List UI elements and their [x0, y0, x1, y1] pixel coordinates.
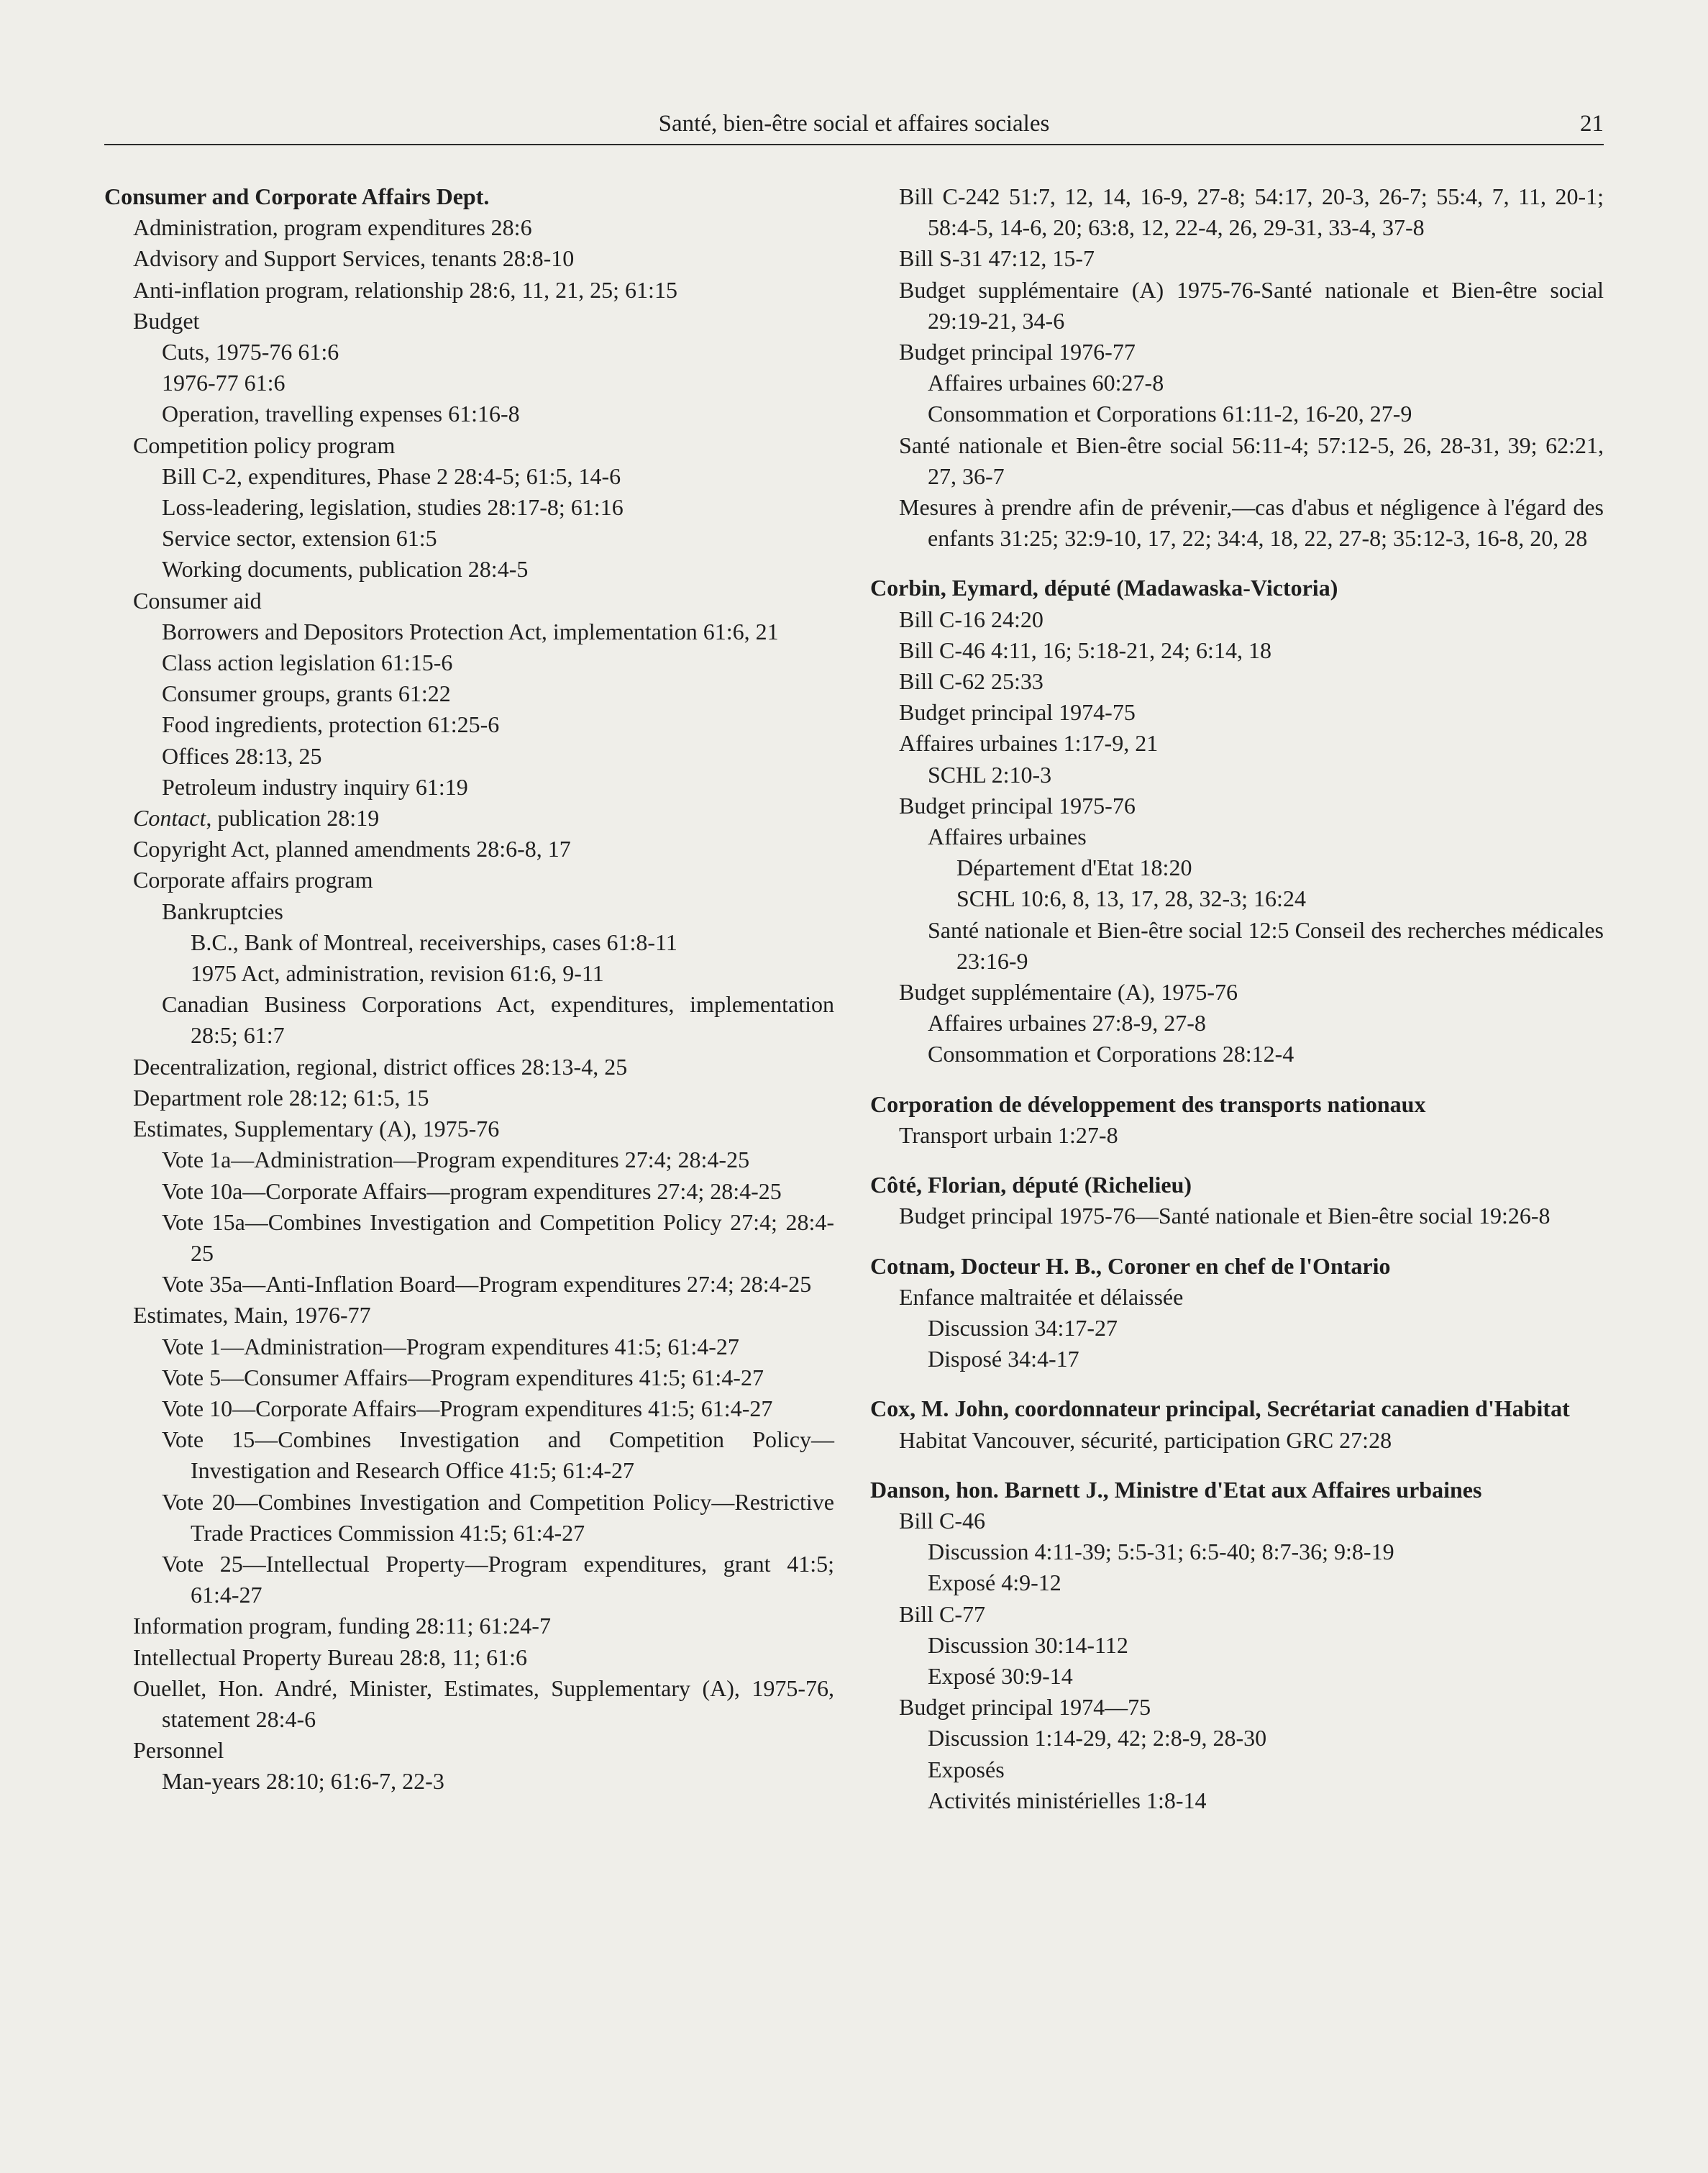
right-index-column — [870, 181, 1604, 1816]
index-subentry: Man-years 28:10; 61:6-7, 22-3 — [162, 1768, 444, 1795]
index-entry: Budget — [133, 307, 200, 334]
index-subentry: Exposé 4:9-12 — [928, 1570, 1061, 1596]
index-subentry: Activités ministérielles 1:8-14 — [928, 1787, 1207, 1813]
index-subentry: Exposés — [928, 1756, 1005, 1782]
index-subentry: Vote 10a—Corporate Affairs—program expenditures 27:4; 28:4-25 — [162, 1177, 782, 1204]
index-entry: Budget principal 1974—75 — [899, 1694, 1151, 1721]
index-entry: Budget principal 1975-76—Santé nationale et Bien-être social 19:26-8 — [899, 1203, 1551, 1229]
left-index-column — [104, 181, 834, 1798]
index-subentry: Working documents, publication 28:4-5 — [162, 556, 529, 583]
index-entry: Estimates, Supplementary (A), 1975-76 — [133, 1116, 500, 1142]
index-entry: Habitat Vancouver, sécurité, participation GRC 27:28 — [899, 1426, 1392, 1453]
index-entry: Budget supplémentaire (A), 1975-76 — [899, 979, 1238, 1006]
index-entry: Budget principal 1976-77 — [899, 339, 1136, 365]
index-heading: Corporation de développement des transports nationaux — [870, 1090, 1426, 1117]
index-subentry: Affaires urbaines 60:27-8 — [928, 370, 1164, 396]
index-subentry: Discussion 1:14-29, 42; 2:8-9, 28-30 — [928, 1725, 1267, 1751]
index-entry: Copyright Act, planned amendments 28:6-8, 17 — [133, 836, 571, 862]
page-number: 21 — [1580, 111, 1604, 137]
index-entry: Decentralization, regional, district offices 28:13-4, 25 — [133, 1053, 628, 1080]
index-entry: Estimates, Main, 1976-77 — [133, 1302, 371, 1329]
index-subentry: 1976-77 61:6 — [162, 370, 286, 396]
index-subentry: Cuts, 1975-76 61:6 — [162, 339, 339, 365]
index-entry: Budget supplémentaire (A) 1975-76-Santé nationale et Bien-être social 29:19-21, 34-6 — [899, 276, 1604, 334]
index-subentry: B.C., Bank of Montreal, receiverships, cases 61:8-11 — [191, 929, 677, 955]
index-entry: Personnel — [133, 1737, 224, 1764]
index-subentry: Vote 5—Consumer Affairs—Program expenditures 41:5; 61:4-27 — [162, 1364, 764, 1390]
running-title: Santé, bien-être social et affaires sociales — [658, 111, 1050, 137]
index-subentry: Petroleum industry inquiry 61:19 — [162, 773, 468, 800]
index-subentry: Affaires urbaines — [928, 824, 1087, 850]
index-subentry: Operation, travelling expenses 61:16-8 — [162, 401, 520, 427]
index-subentry: Disposé 34:4-17 — [928, 1346, 1079, 1372]
index-entry: Santé nationale et Bien-être social 56:11-4; 57:12-5, 26, 28-31, 39; 62:21, 27, 36-7 — [899, 432, 1604, 489]
page-header — [104, 106, 1604, 145]
index-subentry: Consommation et Corporations 28:12-4 — [928, 1041, 1294, 1067]
italic-title: Contact — [133, 805, 206, 832]
index-subentry: Class action legislation 61:15-6 — [162, 650, 453, 676]
index-entry: Anti-inflation program, relationship 28:6, 11, 21, 25; 61:15 — [133, 276, 677, 303]
index-entry: Competition policy program — [133, 432, 396, 458]
index-entry: Bill C-46 — [899, 1507, 986, 1534]
index-entry: Ouellet, Hon. André, Minister, Estimates, Supplementary (A), 1975-76, statement 28:4-6 — [133, 1675, 834, 1732]
index-subentry: Loss-leadering, legislation, studies 28:17-8; 61:16 — [162, 494, 624, 521]
index-entry: Corporate affairs program — [133, 867, 373, 893]
index-entry: Bill C-16 24:20 — [899, 606, 1043, 632]
index-entry: Bill C-62 25:33 — [899, 668, 1043, 695]
index-subentry: Vote 15—Combines Investigation and Competition Policy—Investigation and Research Office 41:5; 61:4-27 — [162, 1426, 834, 1484]
index-entry: Advisory and Support Services, tenants 28:8-10 — [133, 245, 575, 272]
index-subentry: 1975 Act, administration, revision 61:6, 9-11 — [191, 960, 604, 987]
index-subentry: Borrowers and Depositors Protection Act, implementation 61:6, 21 — [162, 618, 779, 644]
index-heading: Cox, M. John, coordonnateur principal, Secrétariat canadien d'Habitat — [870, 1395, 1570, 1422]
index-entry: Consumer aid — [133, 587, 262, 614]
index-subentry: Discussion 34:17-27 — [928, 1314, 1118, 1341]
index-entry-text: , publication 28:19 — [206, 805, 380, 832]
index-subentry: Vote 20—Combines Investigation and Competition Policy—Restrictive Trade Practices Commission 41:5; 61:4-27 — [162, 1488, 834, 1546]
index-subentry: Affaires urbaines 27:8-9, 27-8 — [928, 1010, 1206, 1037]
index-subentry: Discussion 30:14-112 — [928, 1631, 1128, 1658]
index-heading: Corbin, Eymard, député (Madawaska-Victoria) — [870, 575, 1338, 601]
index-entry: Information program, funding 28:11; 61:24-7 — [133, 1613, 551, 1639]
index-subentry: Santé nationale et Bien-être social 12:5 Conseil des recherches médicales 23:16-9 — [928, 916, 1604, 974]
index-heading: Cotnam, Docteur H. B., Coroner en chef de l'Ontario — [870, 1252, 1391, 1279]
index-heading: Danson, hon. Barnett J., Ministre d'Etat aux Affaires urbaines — [870, 1476, 1482, 1503]
index-subentry: Bill C-2, expenditures, Phase 2 28:4-5; 61:5, 14-6 — [162, 463, 621, 489]
index-entry: Transport urbain 1:27-8 — [899, 1121, 1118, 1148]
index-entry — [104, 803, 834, 834]
index-entry: Budget principal 1974-75 — [899, 699, 1136, 726]
index-subentry: Bankruptcies — [162, 898, 283, 924]
index-heading: Consumer and Corporate Affairs Dept. — [104, 183, 490, 209]
index-subentry: Vote 1—Administration—Program expenditures 41:5; 61:4-27 — [162, 1333, 739, 1359]
index-subentry: Food ingredients, protection 61:25-6 — [162, 711, 500, 738]
index-subentry: Vote 35a—Anti-Inflation Board—Program expenditures 27:4; 28:4-25 — [162, 1271, 812, 1298]
index-entry: Department role 28:12; 61:5, 15 — [133, 1084, 429, 1111]
index-subentry: Service sector, extension 61:5 — [162, 525, 437, 552]
index-subentry: SCHL 2:10-3 — [928, 761, 1052, 788]
index-subentry: Discussion 4:11-39; 5:5-31; 6:5-40; 8:7-36; 9:8-19 — [928, 1539, 1394, 1565]
index-entry: Intellectual Property Bureau 28:8, 11; 61:6 — [133, 1644, 528, 1670]
index-subentry: Offices 28:13, 25 — [162, 742, 322, 769]
index-subentry: Vote 1a—Administration—Program expenditures 27:4; 28:4-25 — [162, 1147, 750, 1173]
index-entry: Bill S-31 47:12, 15-7 — [899, 245, 1095, 272]
index-entry: Budget principal 1975-76 — [899, 792, 1136, 819]
index-entry: Affaires urbaines 1:17-9, 21 — [899, 730, 1159, 757]
index-subentry: Consumer groups, grants 61:22 — [162, 680, 451, 707]
index-subentry: Vote 10—Corporate Affairs—Program expenditures 41:5; 61:4-27 — [162, 1395, 773, 1421]
index-subentry: Département d'Etat 18:20 — [956, 855, 1192, 881]
index-entry: Bill C-46 4:11, 16; 5:18-21, 24; 6:14, 18 — [899, 637, 1271, 663]
index-subentry: Exposé 30:9-14 — [928, 1662, 1073, 1689]
index-entry: Bill C-242 51:7, 12, 14, 16-9, 27-8; 54:17, 20-3, 26-7; 55:4, 7, 11, 20-1; 58:4-5, 14-6, 20; 63:8, 12, 22-4, 26, 29-31, 33-4, 37-8 — [899, 183, 1604, 241]
index-entry: Enfance maltraitée et délaissée — [899, 1283, 1184, 1310]
index-subentry: Canadian Business Corporations Act, expenditures, implementation 28:5; 61:7 — [162, 991, 834, 1049]
index-entry: Administration, program expenditures 28:6 — [133, 214, 532, 241]
index-heading: Côté, Florian, député (Richelieu) — [870, 1172, 1192, 1198]
index-entry: Mesures à prendre afin de prévenir,—cas d'abus et négligence à l'égard des enfants 31:25; 32:9-10, 17, 22; 34:4, 18, 22, 27-8; 35:12-3, 16-8, 20, 28 — [899, 494, 1604, 552]
index-subentry: Consommation et Corporations 61:11-2, 16-20, 27-9 — [928, 401, 1412, 427]
index-subentry: Vote 15a—Combines Investigation and Competition Policy 27:4; 28:4-25 — [162, 1208, 834, 1266]
index-subentry: SCHL 10:6, 8, 13, 17, 28, 32-3; 16:24 — [956, 885, 1306, 912]
index-entry: Bill C-77 — [899, 1600, 986, 1627]
index-subentry: Vote 25—Intellectual Property—Program expenditures, grant 41:5; 61:4-27 — [162, 1550, 834, 1608]
